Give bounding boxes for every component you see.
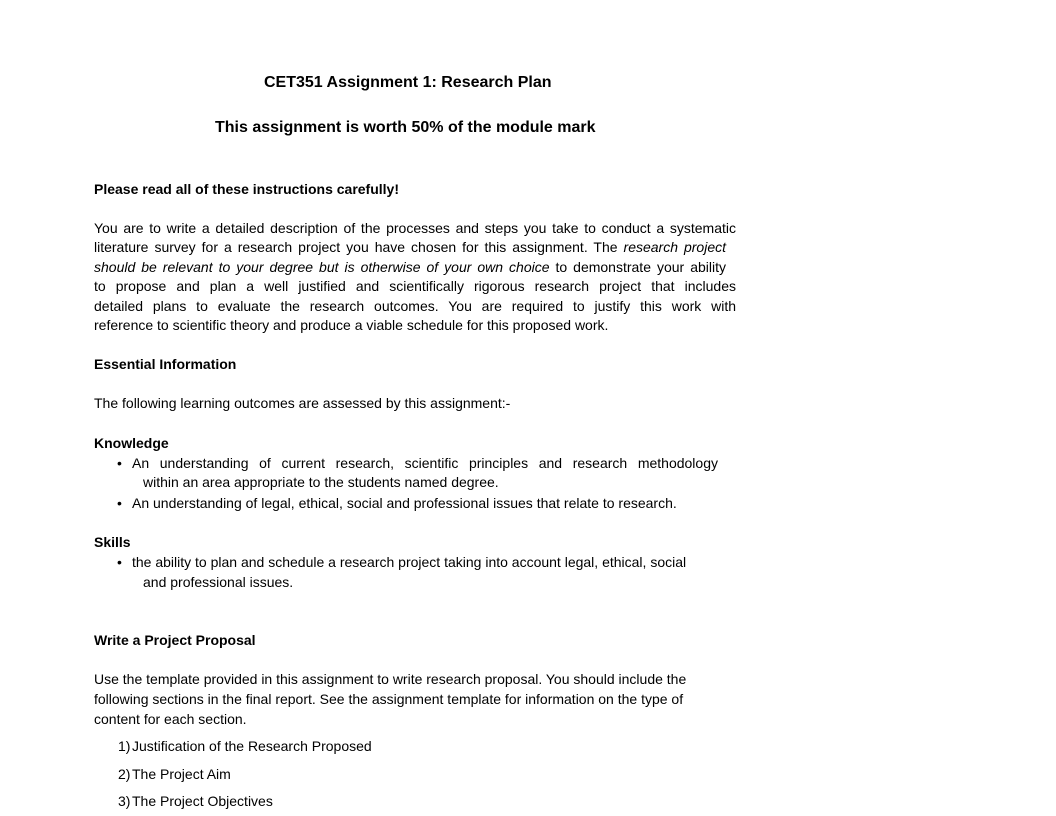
proposal-line: following sections in the final report. See the assignment template for information on the type of [94,691,684,707]
section-item: Justification of the Research Proposed [132,738,372,754]
document-subtitle: This assignment is worth 50% of the module mark [215,119,596,136]
bullet-icon: • [117,554,122,570]
intro-line [94,259,726,275]
essential-lead: The following learning outcomes are assessed by this assignment:- [94,395,511,411]
intro-line: to propose and plan a well justified and scientifically rigorous research project that includes [94,278,736,294]
knowledge-heading: Knowledge [94,435,169,451]
list-item: An understanding of current research, scientific principles and research methodology [132,455,718,471]
section-item: The Project Objectives [132,793,273,809]
list-number: 3) [118,793,131,809]
intro-line [94,239,726,255]
list-number: 1) [118,738,131,754]
bullet-icon: • [117,455,122,471]
essential-heading: Essential Information [94,356,237,372]
intro-text: literature survey for a research project you have chosen for this assignment. The [94,239,624,255]
proposal-line: Use the template provided in this assignment to write research proposal. You should include the [94,671,687,687]
list-number: 2) [118,766,131,782]
proposal-line: content for each section. [94,711,247,727]
bullet-icon: • [117,495,122,511]
intro-italic-text: should be relevant to your degree but is otherwise of your own choice [94,259,550,275]
list-item: An understanding of legal, ethical, social and professional issues that relate to research. [132,495,677,511]
intro-italic-text: research project [623,239,726,255]
intro-line: detailed plans to evaluate the research outcomes. You are required to justify this work with [94,298,736,314]
instruction-heading: Please read all of these instructions carefully! [94,181,399,197]
list-item-continuation: and professional issues. [143,574,294,590]
section-item: The Project Aim [132,766,231,782]
intro-text: to demonstrate your ability [549,259,726,275]
list-item-continuation: within an area appropriate to the students named degree. [143,474,499,490]
list-item: the ability to plan and schedule a research project taking into account legal, ethical, social [132,554,687,570]
proposal-heading: Write a Project Proposal [94,632,256,648]
skills-heading: Skills [94,534,131,550]
document-title: CET351 Assignment 1: Research Plan [264,74,552,91]
intro-line: You are to write a detailed description of the processes and steps you take to conduct a systematic [94,220,736,236]
intro-line: reference to scientific theory and produce a viable schedule for this proposed work. [94,317,609,333]
